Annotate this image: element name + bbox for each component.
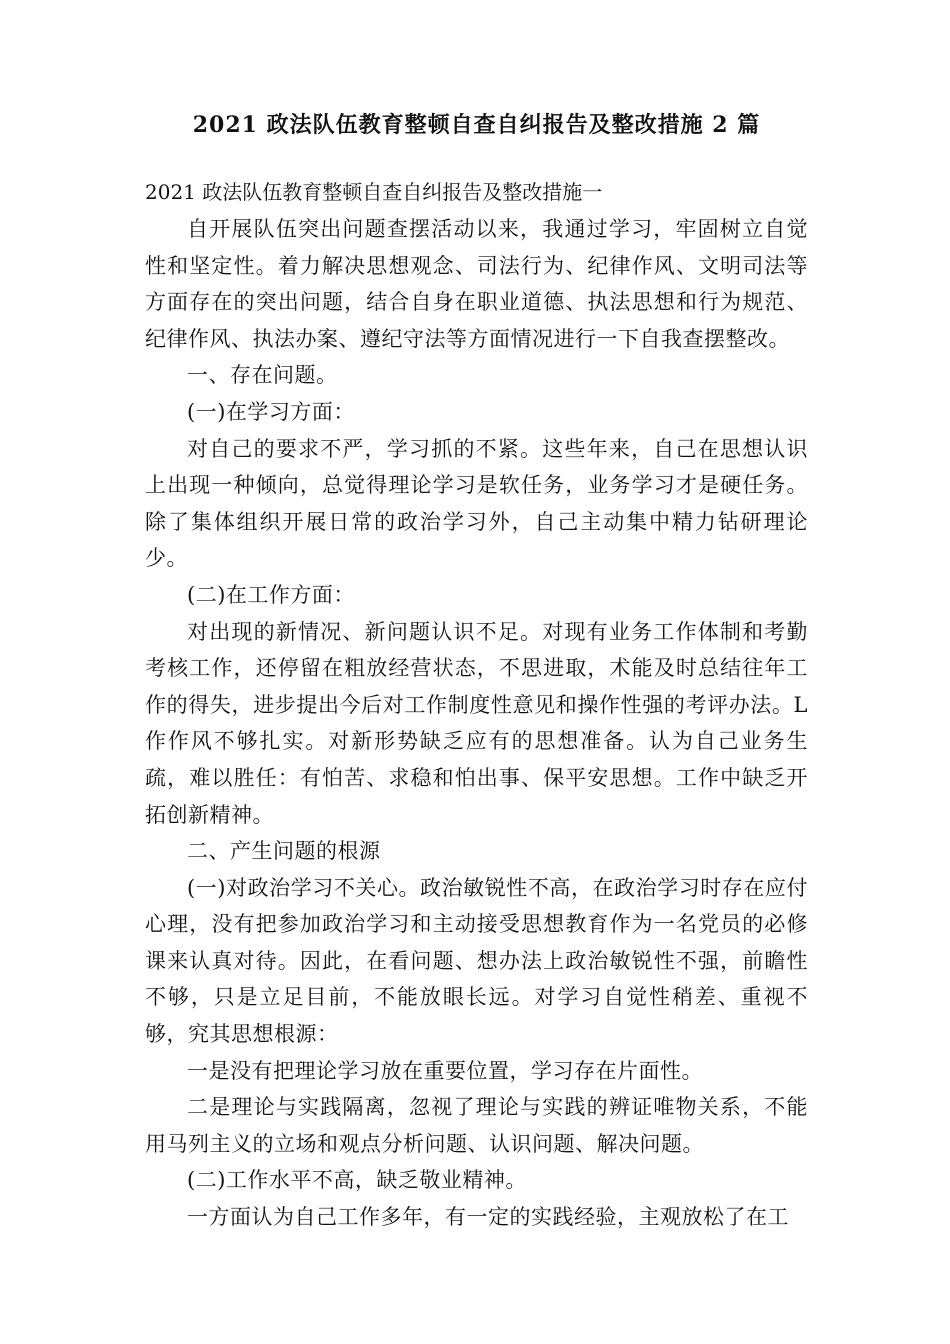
- heading-root-causes: 二、产生问题的根源: [187, 839, 381, 864]
- paragraph-intro: 自开展队伍突出问题查摆活动以来，我通过学习，牢固树立自觉性和坚定性。着力解决思想观念、司法行为、纪律作风、文明司法等方面存在的突出问题，结合自身在职业道德、执法思想和行为规范、纪律作风、执法办案、遵纪守法等方面情况进行一下自我查摆整改。: [145, 217, 808, 351]
- heading-problems: 一、存在问题。: [187, 363, 338, 388]
- paragraph-study: 对自己的要求不严，学习抓的不紧。这些年来，自己在思想认识上出现一种倾向，总觉得理论学习是软任务，业务学习才是硬任务。除了集体组织开展日常的政治学习外，自己主动集中精力钻研理论少。: [145, 436, 808, 571]
- paragraph-political-study: (一)对政治学习不关心。政治敏锐性不高，在政治学习时存在应付心理，没有把参加政治学习和主动接受思想教育作为一名党员的必修课来认真对待。因此，在看问题、想办法上政治敏锐性不强，前瞻性不够，只是立足目前，不能放眼长远。对学习自觉性稍差、重视不够，究其思想根源：: [145, 875, 808, 1047]
- subheading-work: (二)在工作方面：: [187, 582, 355, 607]
- paragraph-point-one: 一是没有把理论学习放在重要位置，学习存在片面性。: [187, 1058, 703, 1083]
- paragraph-experience: 一方面认为自己工作多年，有一定的实践经验，主观放松了在工: [187, 1205, 789, 1230]
- paragraph-point-two: 二是理论与实践隔离，忽视了理论与实践的辨证唯物关系，不能用马列主义的立场和观点分析问题、认识问题、解决问题。: [145, 1095, 808, 1156]
- section-subtitle: 2021 政法队伍教育整顿自查自纠报告及整改措施一: [145, 180, 603, 204]
- paragraph-work: 对出现的新情况、新问题认识不足。对现有业务工作体制和考勤考核工作，还停留在粗放经营状态，不思进取，术能及时总结往年工作的得失，进步提出今后对工作制度性意见和操作性强的考评办法。L作作风不够扎实。对新形势缺乏应有的思想准备。认为自己业务生疏，难以胜任：有怕苦、求稳和怕出事、保平安思想。工作中缺乏开拓创新精神。: [145, 619, 808, 827]
- document-title: 2021 政法队伍教育整顿自查自纠报告及整改措施 2 篇: [192, 112, 761, 138]
- subheading-work-level: (二)工作水平不高，缺乏敬业精神。: [187, 1168, 527, 1193]
- subheading-study: (一)在学习方面：: [187, 399, 355, 424]
